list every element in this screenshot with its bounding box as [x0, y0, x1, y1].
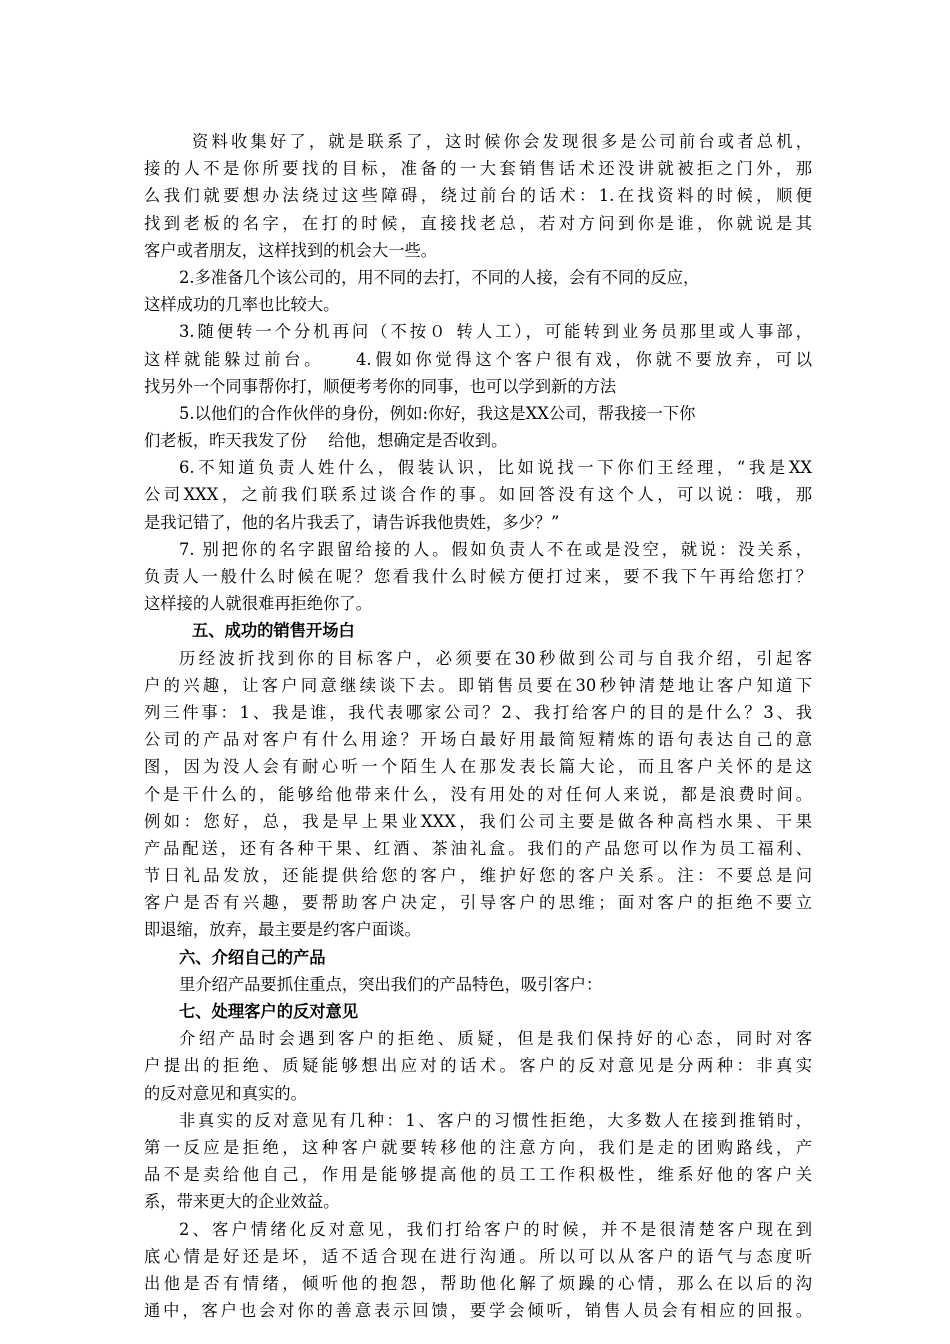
- text-line: 图，因为没人会有耐心听一个陌生人在那发表长篇大论，而且客户关怀的是这: [144, 757, 812, 777]
- text-line: 户的兴趣，让客户同意继续谈下去。即销售员要在30秒钟清楚地让客户知道下: [144, 675, 812, 695]
- text-line: 3.随便转一个分机再问（不按０ 转人工），可能转到业务员那里或人事部，: [179, 322, 812, 342]
- text-line: 公司XXX，之前我们联系过谈合作的事。如回答没有这个人，可以说：哦，那: [144, 485, 812, 505]
- text-line: 节日礼品发放，还能提供给您的客户，维护好您的客户关系。注：不要总是问: [144, 866, 812, 886]
- text-line: 么我们就要想办法绕过这些障碍，绕过前台的话术：1.在找资料的时候，顺便: [144, 186, 812, 206]
- text-line: 是我记错了，他的名片我丢了，请告诉我他贵姓，多少？”: [144, 512, 560, 532]
- text-line: 里介绍产品要抓住重点，突出我们的产品特色，吸引客户：: [179, 974, 603, 994]
- text-line: 产品配送，还有各种干果、红酒、茶油礼盒。我们的产品您可以作为员工福利、: [144, 838, 812, 858]
- text-line: 接的人不是你所要找的目标，准备的一大套销售话术还没讲就被拒之门外，那: [144, 159, 812, 179]
- text-line: 品不是卖给他自己，作用是能够提高他的员工工作积极性，维系好他的客户关: [144, 1165, 812, 1185]
- text-line: 客户是否有兴趣，要帮助客户决定，引导客户的思维；面对客户的拒绝不要立: [144, 893, 812, 913]
- text-line: 2.多准备几个该公司的，用不同的去打，不同的人接，会有不同的反应，: [179, 267, 700, 287]
- text-line: 7. 别把你的名字跟留给接的人。假如负责人不在或是没空，就说：没关系，: [179, 539, 812, 559]
- text-line: 底心情是好还是坏，适不适合现在进行沟通。所以可以从客户的语气与态度听: [144, 1246, 812, 1266]
- text-line: 非真实的反对意见有几种：1、客户的习惯性拒绝，大多数人在接到推销时，: [179, 1110, 812, 1130]
- text-line: 系，带来更大的企业效益。: [144, 1192, 340, 1212]
- text-line: 个是干什么的，能够给他带来什么，没有用处的对任何人来说，都是浪费时间。: [144, 784, 812, 804]
- text-line: 找到老板的名字，在打的时候，直接找老总，若对方问到你是谁，你就说是其: [144, 213, 812, 233]
- section-heading: 七、处理客户的反对意见: [179, 1002, 359, 1021]
- text-line: 2、客户情绪化反对意见，我们打给客户的时候，并不是很清楚客户现在到: [179, 1219, 812, 1239]
- text-line: 的反对意见和真实的。: [144, 1083, 307, 1103]
- text-line: 历经波折找到你的目标客户，必须要在30秒做到公司与自我介绍，引起客: [179, 648, 812, 668]
- text-line: 这样就能躲过前台。 4.假如你觉得这个客户很有戏，你就不要放弃，可以: [144, 349, 812, 369]
- text-line: 这样接的人就很难再拒绝你了。: [144, 594, 372, 614]
- text-line: 第一反应是拒绝，这种客户就要转移他的注意方向，我们是走的团购路线，产: [144, 1137, 812, 1157]
- text-line: 5.以他们的合作伙伴的身份，例如:你好，我这是XX公司，帮我接一下你: [179, 403, 696, 423]
- text-line: 找另外一个同事帮你打，顺便考考你的同事，也可以学到新的方法: [144, 376, 617, 396]
- text-line: 通中，客户也会对你的善意表示回馈，要学会倾听，销售人员会有相应的回报。: [144, 1301, 812, 1321]
- text-line: 出他是否有情绪，倾听他的抱怨，帮助他化解了烦躁的心情，那么在以后的沟: [144, 1273, 812, 1293]
- text-line: 列三件事：1、我是谁，我代表哪家公司？2、我打给客户的目的是什么？3、我: [144, 702, 812, 722]
- text-line: 6.不知道负责人姓什么，假装认识，比如说找一下你们王经理，“我是XX: [179, 458, 812, 478]
- text-line: 介绍产品时会遇到客户的拒绝、质疑，但是我们保持好的心态，同时对客: [179, 1029, 812, 1049]
- section-heading: 六、介绍自己的产品: [179, 947, 326, 967]
- text-line: 这样成功的几率也比较大。: [144, 295, 340, 315]
- section-heading: 五、成功的销售开场白: [192, 621, 355, 641]
- text-line: 客户或者朋友，这样找到的机会大一些。: [144, 240, 438, 260]
- text-line: 们老板，昨天我发了份 给他，想确定是否收到。: [144, 431, 508, 451]
- text-line: 负责人一般什么时候在呢？您看我什么时候方便打过来，要不我下午再给您打？: [144, 567, 812, 586]
- text-line: 资料收集好了，就是联系了，这时候你会发现很多是公司前台或者总机，: [192, 132, 812, 151]
- text-line: 即退缩，放弃，最主要是约客户面谈。: [144, 920, 421, 940]
- text-line: 公司的产品对客户有什么用途？开场白最好用最简短精炼的语句表达自己的意: [144, 730, 812, 750]
- text-line: 例如：您好，总，我是早上果业XXX，我们公司主要是做各种高档水果、干果: [144, 811, 812, 831]
- text-line: 户提出的拒绝、质疑能够想出应对的话术。客户的反对意见是分两种：非真实: [144, 1056, 812, 1076]
- document-body: [144, 128, 812, 1324]
